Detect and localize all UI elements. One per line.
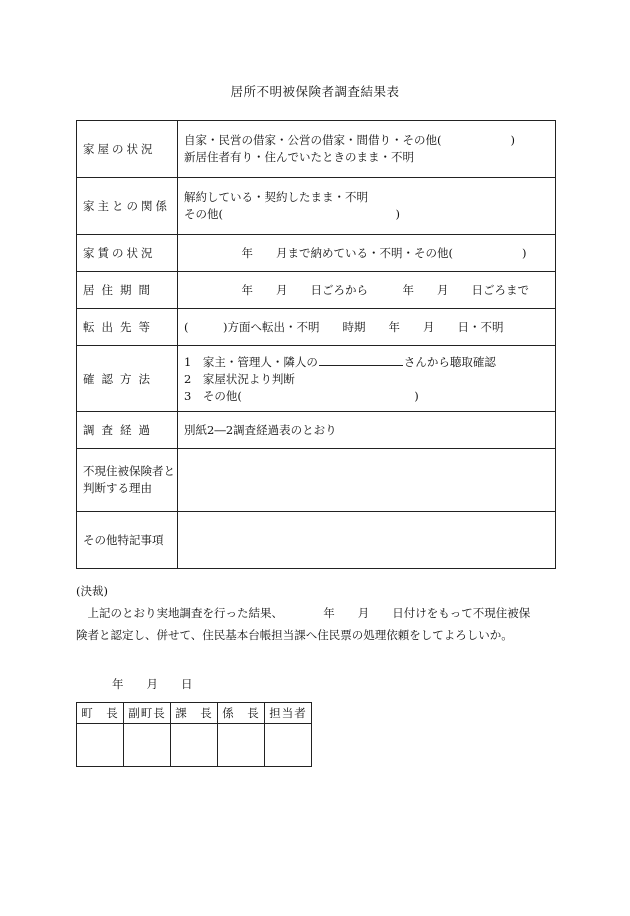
label-confirmation-method: 確認方法 [77, 346, 178, 412]
value-other-notes [178, 512, 556, 569]
label-other-notes: その他特記事項 [77, 512, 178, 569]
stamp-box-deputy-mayor[interactable] [124, 724, 171, 767]
value-moveout-destination: ( )方面へ転出・不明 時期 年 月 日・不明 [178, 309, 556, 346]
survey-result-table [76, 120, 556, 569]
label-house-status: 家屋の状況 [77, 121, 178, 178]
decision-heading: (決裁) [76, 584, 108, 598]
value-rent-status: 年 月まで納めている・不明・その他( ) [178, 235, 556, 272]
row-other-notes [77, 512, 556, 569]
row-rent-status [77, 235, 556, 272]
confirmation-line-2: 2 家屋状況より判断 [184, 371, 295, 386]
label-rent-status: 家賃の状況 [77, 235, 178, 272]
value-nonresident-reason [178, 449, 556, 512]
stamp-box-unit-chief[interactable] [218, 724, 265, 767]
value-residence-period: 年 月 日ごろから 年 月 日ごろまで [178, 272, 556, 309]
decision-body-line-2: 険者と認定し、併せて、住民基本台帳担当課へ住民票の処理依頼をしてよろしいか。 [76, 628, 513, 642]
stamp-box-staff[interactable] [265, 724, 312, 767]
value-landlord-relation [178, 178, 556, 235]
confirmation-line-3: 3 その他( ) [184, 388, 419, 403]
value-survey-progress: 別紙2―2調査経過表のとおり [178, 412, 556, 449]
stamp-header-unit-chief: 係 長 [218, 703, 265, 724]
row-moveout-destination [77, 309, 556, 346]
row-landlord-relation [77, 178, 556, 235]
document-title: 居所不明被保険者調査結果表 [230, 84, 400, 99]
confirmation-line-1: 1 家主・管理人・隣人の さんから聴取確認 [184, 354, 496, 369]
house-status-line-2: 新居住者有り・住んでいたときのまま・不明 [184, 150, 414, 164]
decision-section [76, 580, 566, 646]
house-status-line-1: 自家・民営の借家・公営の借家・間借り・その他( ) [184, 133, 515, 147]
stamp-header-mayor: 町 長 [77, 703, 124, 724]
name-underline [319, 353, 403, 366]
row-residence-period [77, 272, 556, 309]
label-survey-progress: 調査経過 [77, 412, 178, 449]
stamp-header-row [77, 703, 312, 724]
landlord-line-1: 解約している・契約したまま・不明 [184, 190, 368, 204]
stamp-header-staff: 担当者 [265, 703, 312, 724]
label-residence-period: 居住期間 [77, 272, 178, 309]
decision-date: 年 月 日 [112, 677, 193, 691]
row-confirmation-method [77, 346, 556, 412]
stamp-header-deputy-mayor: 副町長 [124, 703, 171, 724]
stamp-box-mayor[interactable] [77, 724, 124, 767]
approval-stamp-table [76, 702, 312, 767]
row-house-status [77, 121, 556, 178]
value-confirmation-method [178, 346, 556, 412]
decision-body-line-1: 上記のとおり実地調査を行った結果、 年 月 日付けをもって不現住被保 [76, 606, 531, 620]
label-landlord-relation: 家主との関係 [77, 178, 178, 235]
label-moveout-destination: 転出先等 [77, 309, 178, 346]
landlord-line-2: その他( ) [184, 207, 400, 221]
stamp-box-row [77, 724, 312, 767]
row-nonresident-reason [77, 449, 556, 512]
stamp-box-section-chief[interactable] [171, 724, 218, 767]
stamp-header-section-chief: 課 長 [171, 703, 218, 724]
row-survey-progress [77, 412, 556, 449]
value-house-status [178, 121, 556, 178]
label-nonresident-reason: 不現住被保険者と判断する理由 [77, 449, 178, 512]
